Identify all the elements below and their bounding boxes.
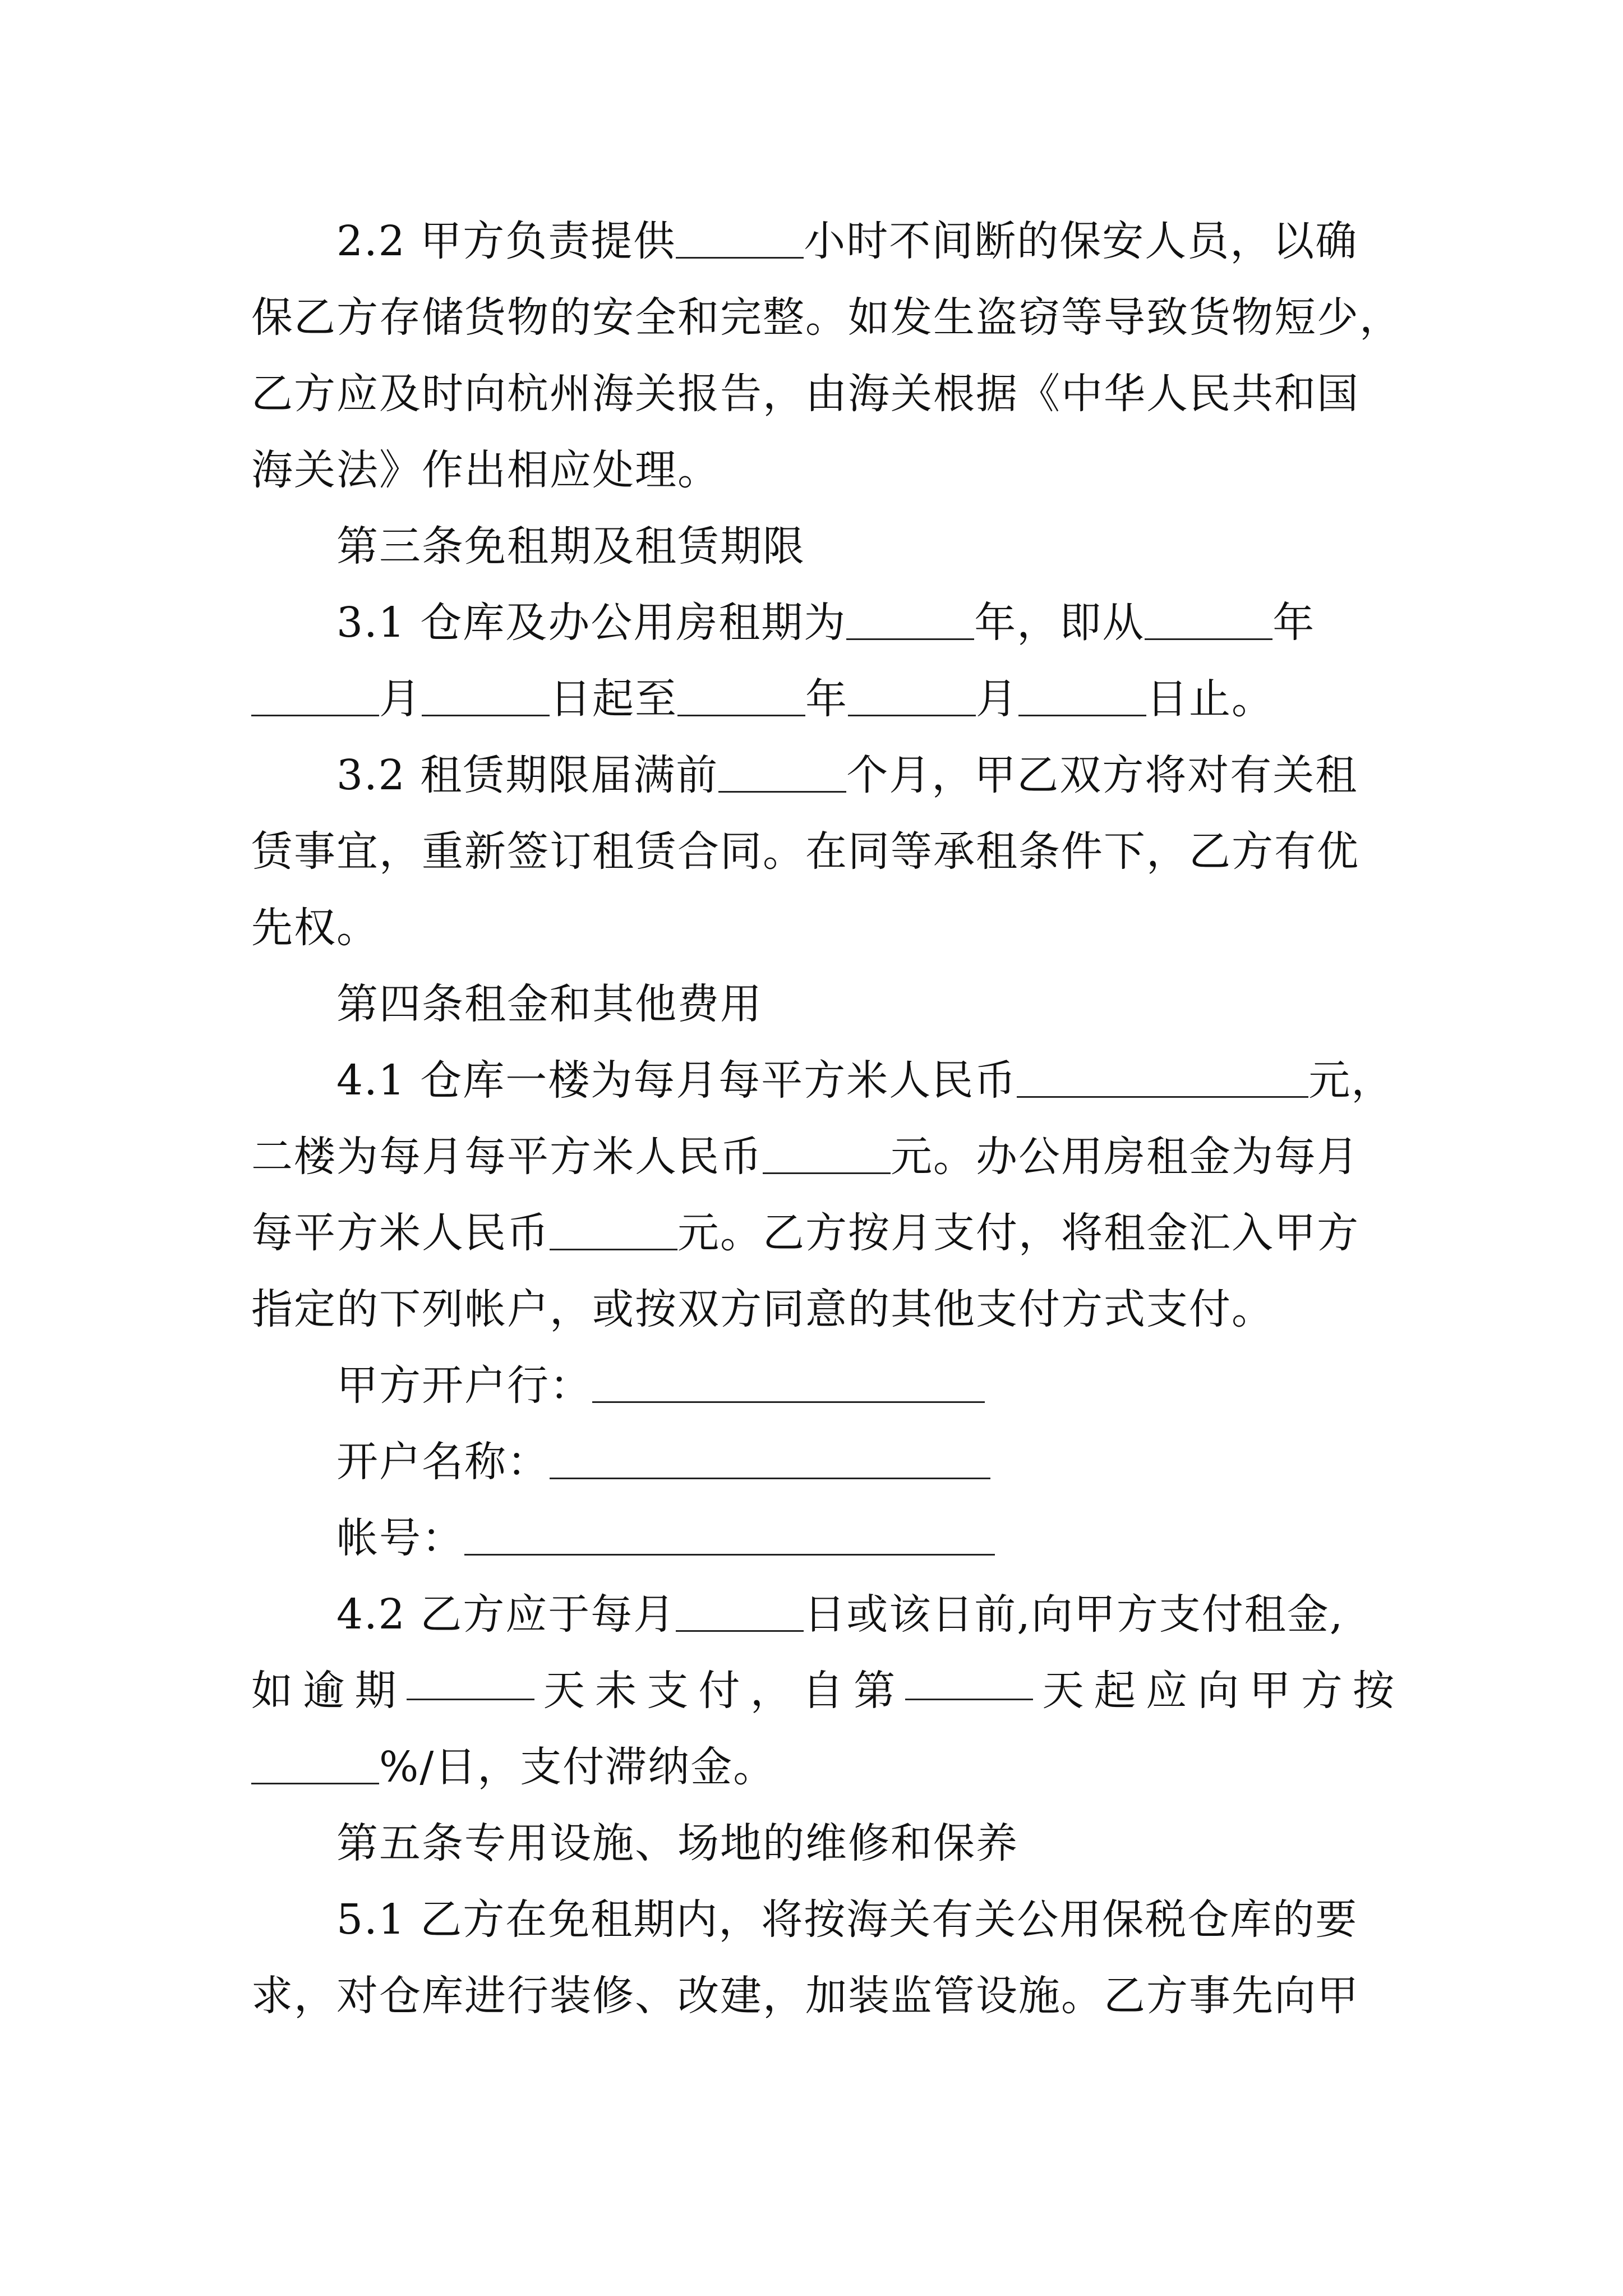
text: 4.1 仓库一楼为每月每平方米人民币 (336, 1056, 1017, 1105)
char: 按 (1352, 1667, 1395, 1715)
article-4-title (336, 976, 763, 1032)
char: 甲 (1249, 1667, 1292, 1715)
char: 未 (595, 1667, 638, 1715)
char: 应 (1146, 1667, 1189, 1715)
clause-3-2-line-2 (251, 823, 1359, 880)
account-name-line (336, 1434, 990, 1490)
blank-account-number[interactable] (464, 1518, 995, 1556)
blank-end-year[interactable] (677, 679, 805, 716)
blank-term-years[interactable] (846, 602, 974, 640)
text: 每平方米人民币 (251, 1209, 550, 1257)
clause-2-2-line-1 (336, 213, 1358, 269)
blank-rent-floor-2[interactable] (763, 1137, 891, 1174)
char: ， (750, 1667, 793, 1715)
char: 期 (354, 1667, 398, 1715)
clause-4-1-line-2 (251, 1129, 1359, 1185)
bank-line (336, 1358, 985, 1414)
blank-start-day[interactable] (422, 679, 550, 716)
text: 元， (1308, 1056, 1394, 1105)
char: 第 (854, 1667, 897, 1715)
text: 小时不间断的保安人员，以确 (804, 217, 1358, 265)
char: 天 (543, 1667, 586, 1715)
text: 个月，甲乙双方将对有关租 (846, 751, 1358, 799)
blank-late-fee-rate[interactable] (251, 1747, 379, 1784)
clause-3-1-line-2 (251, 671, 1274, 727)
char: 如 (251, 1667, 294, 1715)
char: 方 (1301, 1667, 1344, 1715)
text: 乙方应及时向杭州海关报告，由海关根据《中华人民共和国 (251, 370, 1359, 418)
char: 自 (801, 1667, 845, 1715)
text: 3.2 租赁期限届满前 (336, 751, 719, 799)
blank-end-day[interactable] (1018, 679, 1146, 716)
char: 向 (1197, 1667, 1241, 1715)
blank-start-month[interactable] (251, 679, 379, 716)
text: 2.2 甲方负责提供 (336, 217, 676, 265)
article-3-title (336, 518, 805, 574)
char: 支 (647, 1667, 690, 1715)
text: 赁事宜，重新签订租赁合同。在同等承租条件下，乙方有优 (251, 827, 1359, 876)
heading: 第四条租金和其他费用 (336, 980, 763, 1028)
text: 年 (805, 675, 848, 723)
clause-4-2-line-3 (251, 1739, 776, 1795)
article-5-title (336, 1815, 1018, 1871)
char: 逾 (303, 1667, 346, 1715)
text: 元。乙方按月支付，将租金汇入甲方 (677, 1209, 1359, 1257)
text: 保乙方存储货物的安全和完整。如发生盗窃等导致货物短少， (251, 293, 1402, 342)
text: 月 (379, 675, 422, 723)
text: 求，对仓库进行装修、改建，加装监管设施。乙方事先向甲 (251, 1972, 1359, 2020)
char: 付 (698, 1667, 741, 1715)
char: 起 (1094, 1667, 1137, 1715)
text: 年 (1272, 599, 1316, 647)
clause-2-2-line-4 (251, 442, 720, 498)
char: 天 (1042, 1667, 1085, 1715)
text: 元。办公用房租金为每月 (891, 1133, 1359, 1181)
blank-end-month[interactable] (848, 679, 976, 716)
blank-overdue-days[interactable] (407, 1663, 534, 1700)
blank-rent-office[interactable] (550, 1213, 677, 1250)
text: %/日，支付滞纳金。 (379, 1743, 776, 1791)
clause-3-1-line-1 (336, 595, 1315, 651)
account-number-label: 帐号： (336, 1514, 464, 1562)
clause-4-2-line-1 (336, 1586, 1344, 1642)
text: 先权。 (251, 904, 379, 952)
clause-4-1-line-1 (336, 1052, 1394, 1108)
text: 指定的下列帐户，或按双方同意的其他支付方式支付。 (251, 1285, 1274, 1333)
heading: 第三条免租期及租赁期限 (336, 522, 805, 570)
clause-2-2-line-2 (251, 289, 1402, 346)
clause-4-1-line-3 (251, 1205, 1359, 1261)
clause-3-2-line-3 (251, 900, 379, 956)
blank-rent-floor-1[interactable] (1017, 1060, 1308, 1098)
blank-months-before[interactable] (718, 755, 846, 793)
text: 3.1 仓库及办公用房租期为 (336, 599, 847, 647)
text: 4.2 乙方应于每月 (336, 1590, 676, 1639)
account-name-label: 开户名称： (336, 1438, 550, 1486)
blank-pay-day[interactable] (676, 1594, 804, 1632)
blank-bank[interactable] (592, 1365, 985, 1403)
clause-3-2-line-1 (336, 747, 1358, 803)
bank-label: 甲方开户行： (336, 1361, 592, 1410)
clause-5-1-line-2 (251, 1968, 1359, 2024)
blank-hours[interactable] (676, 221, 804, 259)
text: 日起至 (550, 675, 677, 723)
blank-from-day[interactable] (905, 1663, 1033, 1700)
blank-start-year[interactable] (1145, 602, 1272, 640)
text: 日止。 (1146, 675, 1274, 723)
heading: 第五条专用设施、场地的维修和保养 (336, 1819, 1018, 1867)
text: 5.1 乙方在免租期内，将按海关有关公用保税仓库的要 (336, 1895, 1358, 1944)
blank-account-name[interactable] (550, 1442, 990, 1479)
clause-4-1-line-4 (251, 1281, 1274, 1337)
clause-4-2-line-2 (251, 1663, 1395, 1719)
text: 年，即从 (974, 599, 1145, 647)
account-number-line (336, 1510, 995, 1566)
text: 月 (976, 675, 1018, 723)
clause-2-2-line-3 (251, 366, 1359, 422)
text: 日或该日前,向甲方支付租金, (804, 1590, 1344, 1639)
text: 海关法》作出相应处理。 (251, 446, 720, 494)
clause-5-1-line-1 (336, 1892, 1358, 1948)
text: 二楼为每月每平方米人民币 (251, 1133, 763, 1181)
